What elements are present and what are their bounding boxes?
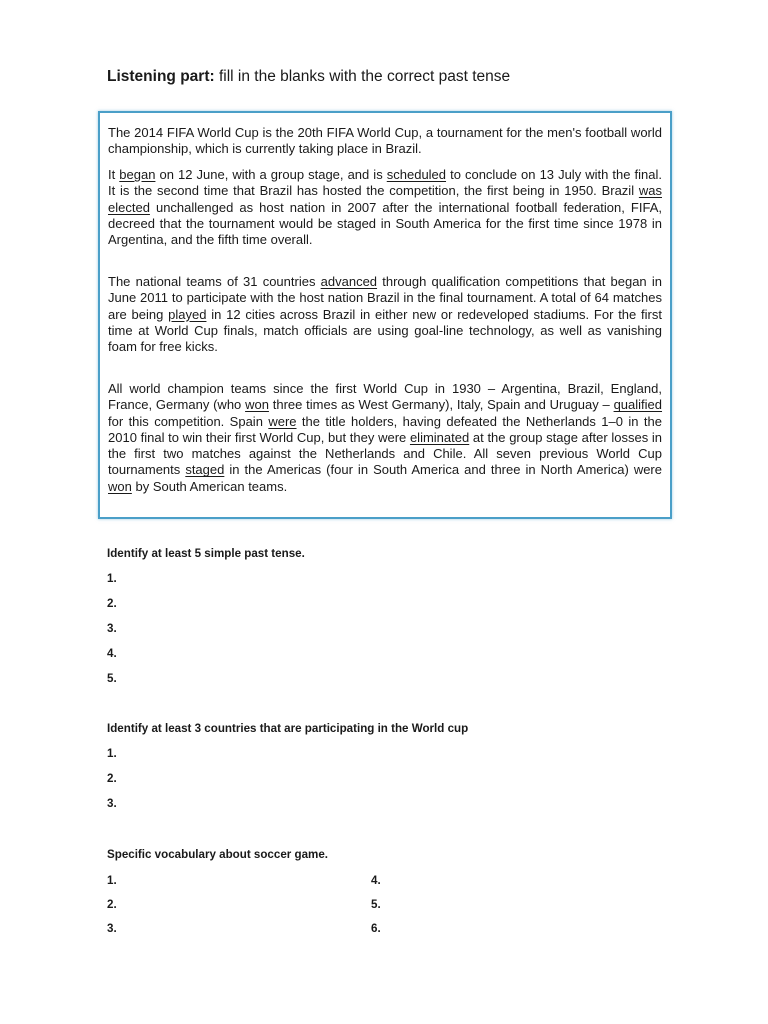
answer-line-number: 3. (107, 922, 117, 935)
underlined-verb: staged (185, 462, 225, 478)
underlined-verb: advanced (320, 274, 378, 289)
question-countries: Identify at least 3 countries that are participating in the World cup (107, 722, 469, 735)
answer-line-number: 5. (371, 898, 381, 911)
underlined-verb: was elected (108, 183, 662, 215)
passage-paragraph-3 (108, 274, 662, 355)
underlined-verb: won (245, 397, 269, 413)
passage-text: in 12 cities across Brazil in either new or redeveloped stadiums. For the first time at World Cup finals, match officials are using goal-line technology, as well as vanishing foam for free kicks. (108, 306, 662, 355)
passage-text: The national teams of 31 countries (108, 274, 321, 289)
answer-line-number: 6. (371, 922, 381, 935)
passage-paragraph-4 (108, 381, 662, 495)
answer-line-number: 2. (107, 898, 117, 911)
answer-line-number: 1. (107, 874, 117, 887)
passage-text: to conclude on 13 July with the final. It is the second time that Brazil has hosted the competition, the first being in 1950. Brazil (108, 167, 662, 199)
passage-paragraph-2 (108, 167, 662, 248)
passage-text: All world champion teams since the first World Cup in 1930 – Argentina, Brazil, England, France, Germany (who (108, 381, 662, 413)
passage-text: It (108, 167, 120, 182)
answer-line-number: 2. (107, 597, 117, 610)
underlined-verb: eliminated (409, 429, 470, 445)
title-bold: Listening part: (107, 68, 215, 85)
title-rest: fill in the blanks with the correct past tense (214, 68, 511, 85)
passage-text: unchallenged as host nation in 2007 after the international football federation, FIFA, decreed that the tournament would be staged in South America for the first time since 1978 in Argentina, and the fifth time overall. (108, 199, 662, 248)
underlined-verb: won (108, 478, 132, 494)
passage-text: for this competition. Spain (108, 413, 269, 429)
passage-text: the title holders, having defeated the Netherlands 1–0 in the 2010 final to win their first World Cup, but they were (108, 413, 662, 445)
question-past-tense: Identify at least 5 simple past tense. (107, 547, 305, 560)
passage-text: on 12 June, with a group stage, and is (155, 167, 387, 182)
page-title (107, 68, 510, 86)
underlined-verb: scheduled (386, 167, 447, 182)
passage-text: at the group stage after losses in the first two matches against the Netherlands and Chile. All seven previous World Cup tournaments (108, 429, 662, 478)
underlined-verb: began (119, 167, 156, 182)
underlined-verb: were (268, 413, 297, 429)
passage-text: The 2014 FIFA World Cup is the 20th FIFA World Cup, a tournament for the men's football world championship, which is currently taking place in Brazil. (108, 125, 662, 157)
underlined-verb: played (168, 306, 207, 322)
answer-line-number: 5. (107, 672, 117, 685)
answer-line-number: 3. (107, 797, 117, 810)
passage-text: through qualification competitions that began in June 2011 to participate with the host nation Brazil in the final tournament. A total of 64 matches are being (108, 274, 662, 322)
answer-line-number: 1. (107, 747, 117, 760)
answer-line-number: 4. (107, 647, 117, 660)
passage-text: three times as West Germany), Italy, Spain and Uruguay – (268, 397, 614, 413)
answer-line-number: 1. (107, 572, 117, 585)
answer-line-number: 4. (371, 874, 381, 887)
underlined-verb: qualified (613, 397, 663, 413)
answer-line-number: 3. (107, 622, 117, 635)
question-vocabulary: Specific vocabulary about soccer game. (107, 848, 329, 861)
passage-paragraph-1 (108, 125, 662, 158)
passage-text: in the Americas (four in South America and three in North America) were (224, 462, 662, 478)
answer-line-number: 2. (107, 772, 117, 785)
passage-text: by South American teams. (131, 478, 288, 494)
